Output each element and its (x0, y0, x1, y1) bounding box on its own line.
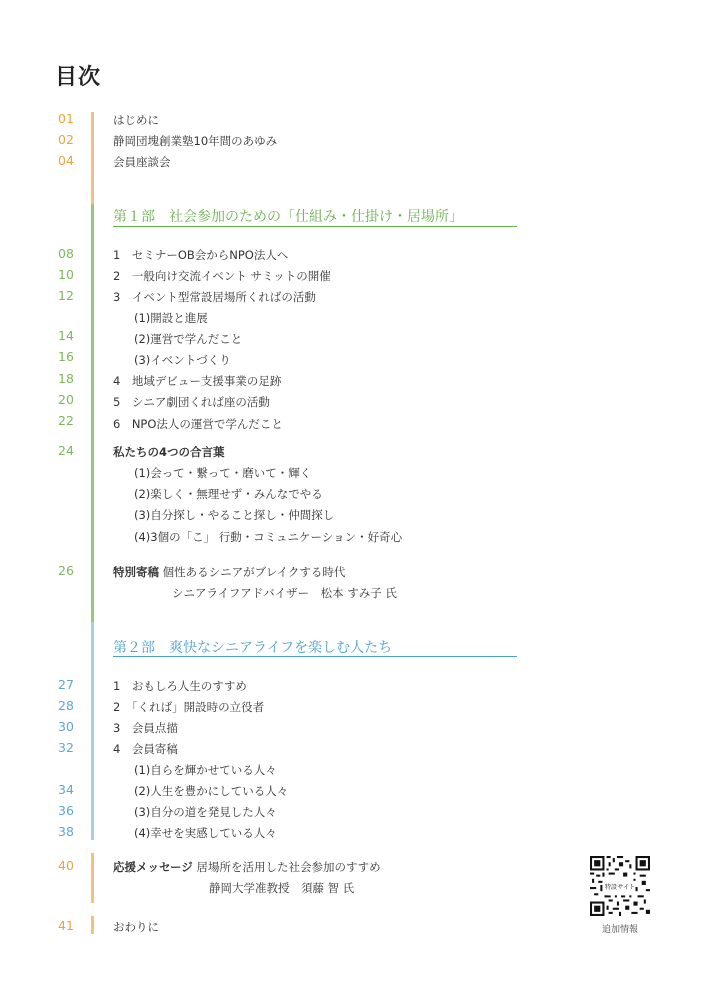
toc-page-number: 16 (58, 349, 74, 364)
motto-heading[interactable]: 私たちの4つの合言葉 (113, 445, 225, 459)
toc-page-number: 40 (58, 858, 74, 873)
toc-entry[interactable]: はじめに (113, 113, 159, 127)
toc-page-number: 27 (58, 677, 74, 692)
toc-page-number: 18 (58, 371, 74, 386)
toc-entry[interactable]: 4 地域デビュー支援事業の足跡 (113, 374, 282, 388)
toc-subentry[interactable]: (2)人生を豊かにしている人々 (134, 784, 289, 798)
toc-entry[interactable]: 4 会員寄稿 (113, 742, 178, 756)
part1-number: 第１部 (113, 209, 155, 225)
toc-page-number: 28 (58, 698, 74, 713)
special-title: 個性あるシニアがブレイクする時代 (162, 565, 346, 579)
cheer-label: 応援メッセージ (113, 860, 193, 874)
toc-page-number: 02 (58, 132, 74, 147)
toc-entry[interactable]: 2 「くれば」開設時の立役者 (113, 700, 265, 714)
toc-page-number: 20 (58, 392, 74, 407)
toc-page-number: 01 (58, 111, 74, 126)
toc-entry[interactable]: 静岡団塊創業塾10年間のあゆみ (113, 134, 278, 148)
part1-title: 社会参加のための「仕組み・仕掛け・居場所」 (169, 209, 463, 225)
toc-page-number: 08 (58, 246, 74, 261)
toc-page-number: 04 (58, 153, 74, 168)
page-title: 目次 (55, 65, 102, 90)
cheer-author: 静岡大学准教授 須藤 智 氏 (209, 881, 355, 895)
part1-heading (113, 206, 463, 226)
toc-entry[interactable]: 会員座談会 (113, 155, 171, 169)
toc-page-number: 41 (58, 918, 74, 933)
section-bar-cheer (91, 853, 94, 903)
part2-number: 第２部 (113, 640, 155, 656)
toc-subentry[interactable]: (2)楽しく・無理せず・みんなでやる (134, 487, 323, 501)
part1-underline (113, 226, 517, 227)
toc-entry[interactable]: 5 シニア劇団くれば座の活動 (113, 395, 270, 409)
toc-entry[interactable]: 1 セミナーOB会からNPO法人へ (113, 248, 289, 262)
toc-subentry[interactable]: (4)3個の「こ」 行動・コミュニケーション・好奇心 (134, 530, 403, 544)
toc-entry[interactable]: 6 NPO法人の運営で学んだこと (113, 417, 283, 431)
qr-overlay-text: 特設サイト (604, 884, 636, 892)
toc-entry[interactable]: 3 イベント型常設居場所くればの活動 (113, 290, 316, 304)
special-entry[interactable] (113, 564, 345, 580)
toc-subentry[interactable]: (3)自分の道を発見した人々 (134, 805, 277, 819)
qr-caption: 追加情報 (601, 925, 638, 935)
toc-page-number: 10 (58, 267, 74, 282)
toc-page-number: 32 (58, 740, 74, 755)
part2-heading (113, 637, 392, 657)
toc-page-number: 38 (58, 824, 74, 839)
toc-entry[interactable]: 1 おもしろ人生のすすめ (113, 679, 247, 693)
section-bar-closing (91, 916, 94, 934)
toc-page-number: 34 (58, 782, 74, 797)
toc-page-number: 36 (58, 803, 74, 818)
toc-entry[interactable]: おわりに (113, 920, 159, 934)
special-label: 特別寄稿 (113, 565, 159, 579)
toc-subentry[interactable]: (1)会って・繋って・磨いて・輝く (134, 466, 312, 480)
qr-code-icon[interactable] (590, 856, 650, 916)
toc-subentry[interactable]: (4)幸せを実感している人々 (134, 826, 277, 840)
section-bar-intro (91, 112, 94, 204)
toc-entry[interactable]: 2 一般向け交流イベント サミットの開催 (113, 269, 331, 283)
toc-subentry[interactable]: (1)開設と進展 (134, 311, 208, 325)
toc-subentry[interactable]: (1)自らを輝かせている人々 (134, 763, 277, 777)
toc-page-number: 12 (58, 288, 74, 303)
special-author: シニアライフアドバイザー 松本 すみ子 氏 (172, 586, 397, 600)
toc-page-number: 24 (58, 443, 74, 458)
section-bar-part2 (91, 622, 94, 840)
cheer-entry[interactable] (113, 859, 381, 875)
toc-subentry[interactable]: (2)運営で学んだこと (134, 332, 243, 346)
part2-underline (113, 656, 517, 657)
toc-page-number: 22 (58, 413, 74, 428)
cheer-title: 居場所を活用した社会参加のすすめ (196, 860, 381, 874)
toc-subentry[interactable]: (3)自分探し・やること探し・仲間探し (134, 508, 335, 522)
toc-page-number: 30 (58, 719, 74, 734)
toc-entry[interactable]: 3 会員点描 (113, 721, 178, 735)
toc-page-number: 26 (58, 563, 74, 578)
toc-subentry[interactable]: (3)イベントづくり (134, 353, 231, 367)
part2-title: 爽快なシニアライフを楽しむ人たち (169, 640, 393, 656)
section-bar-part1 (91, 204, 94, 622)
toc-page-number: 14 (58, 328, 74, 343)
